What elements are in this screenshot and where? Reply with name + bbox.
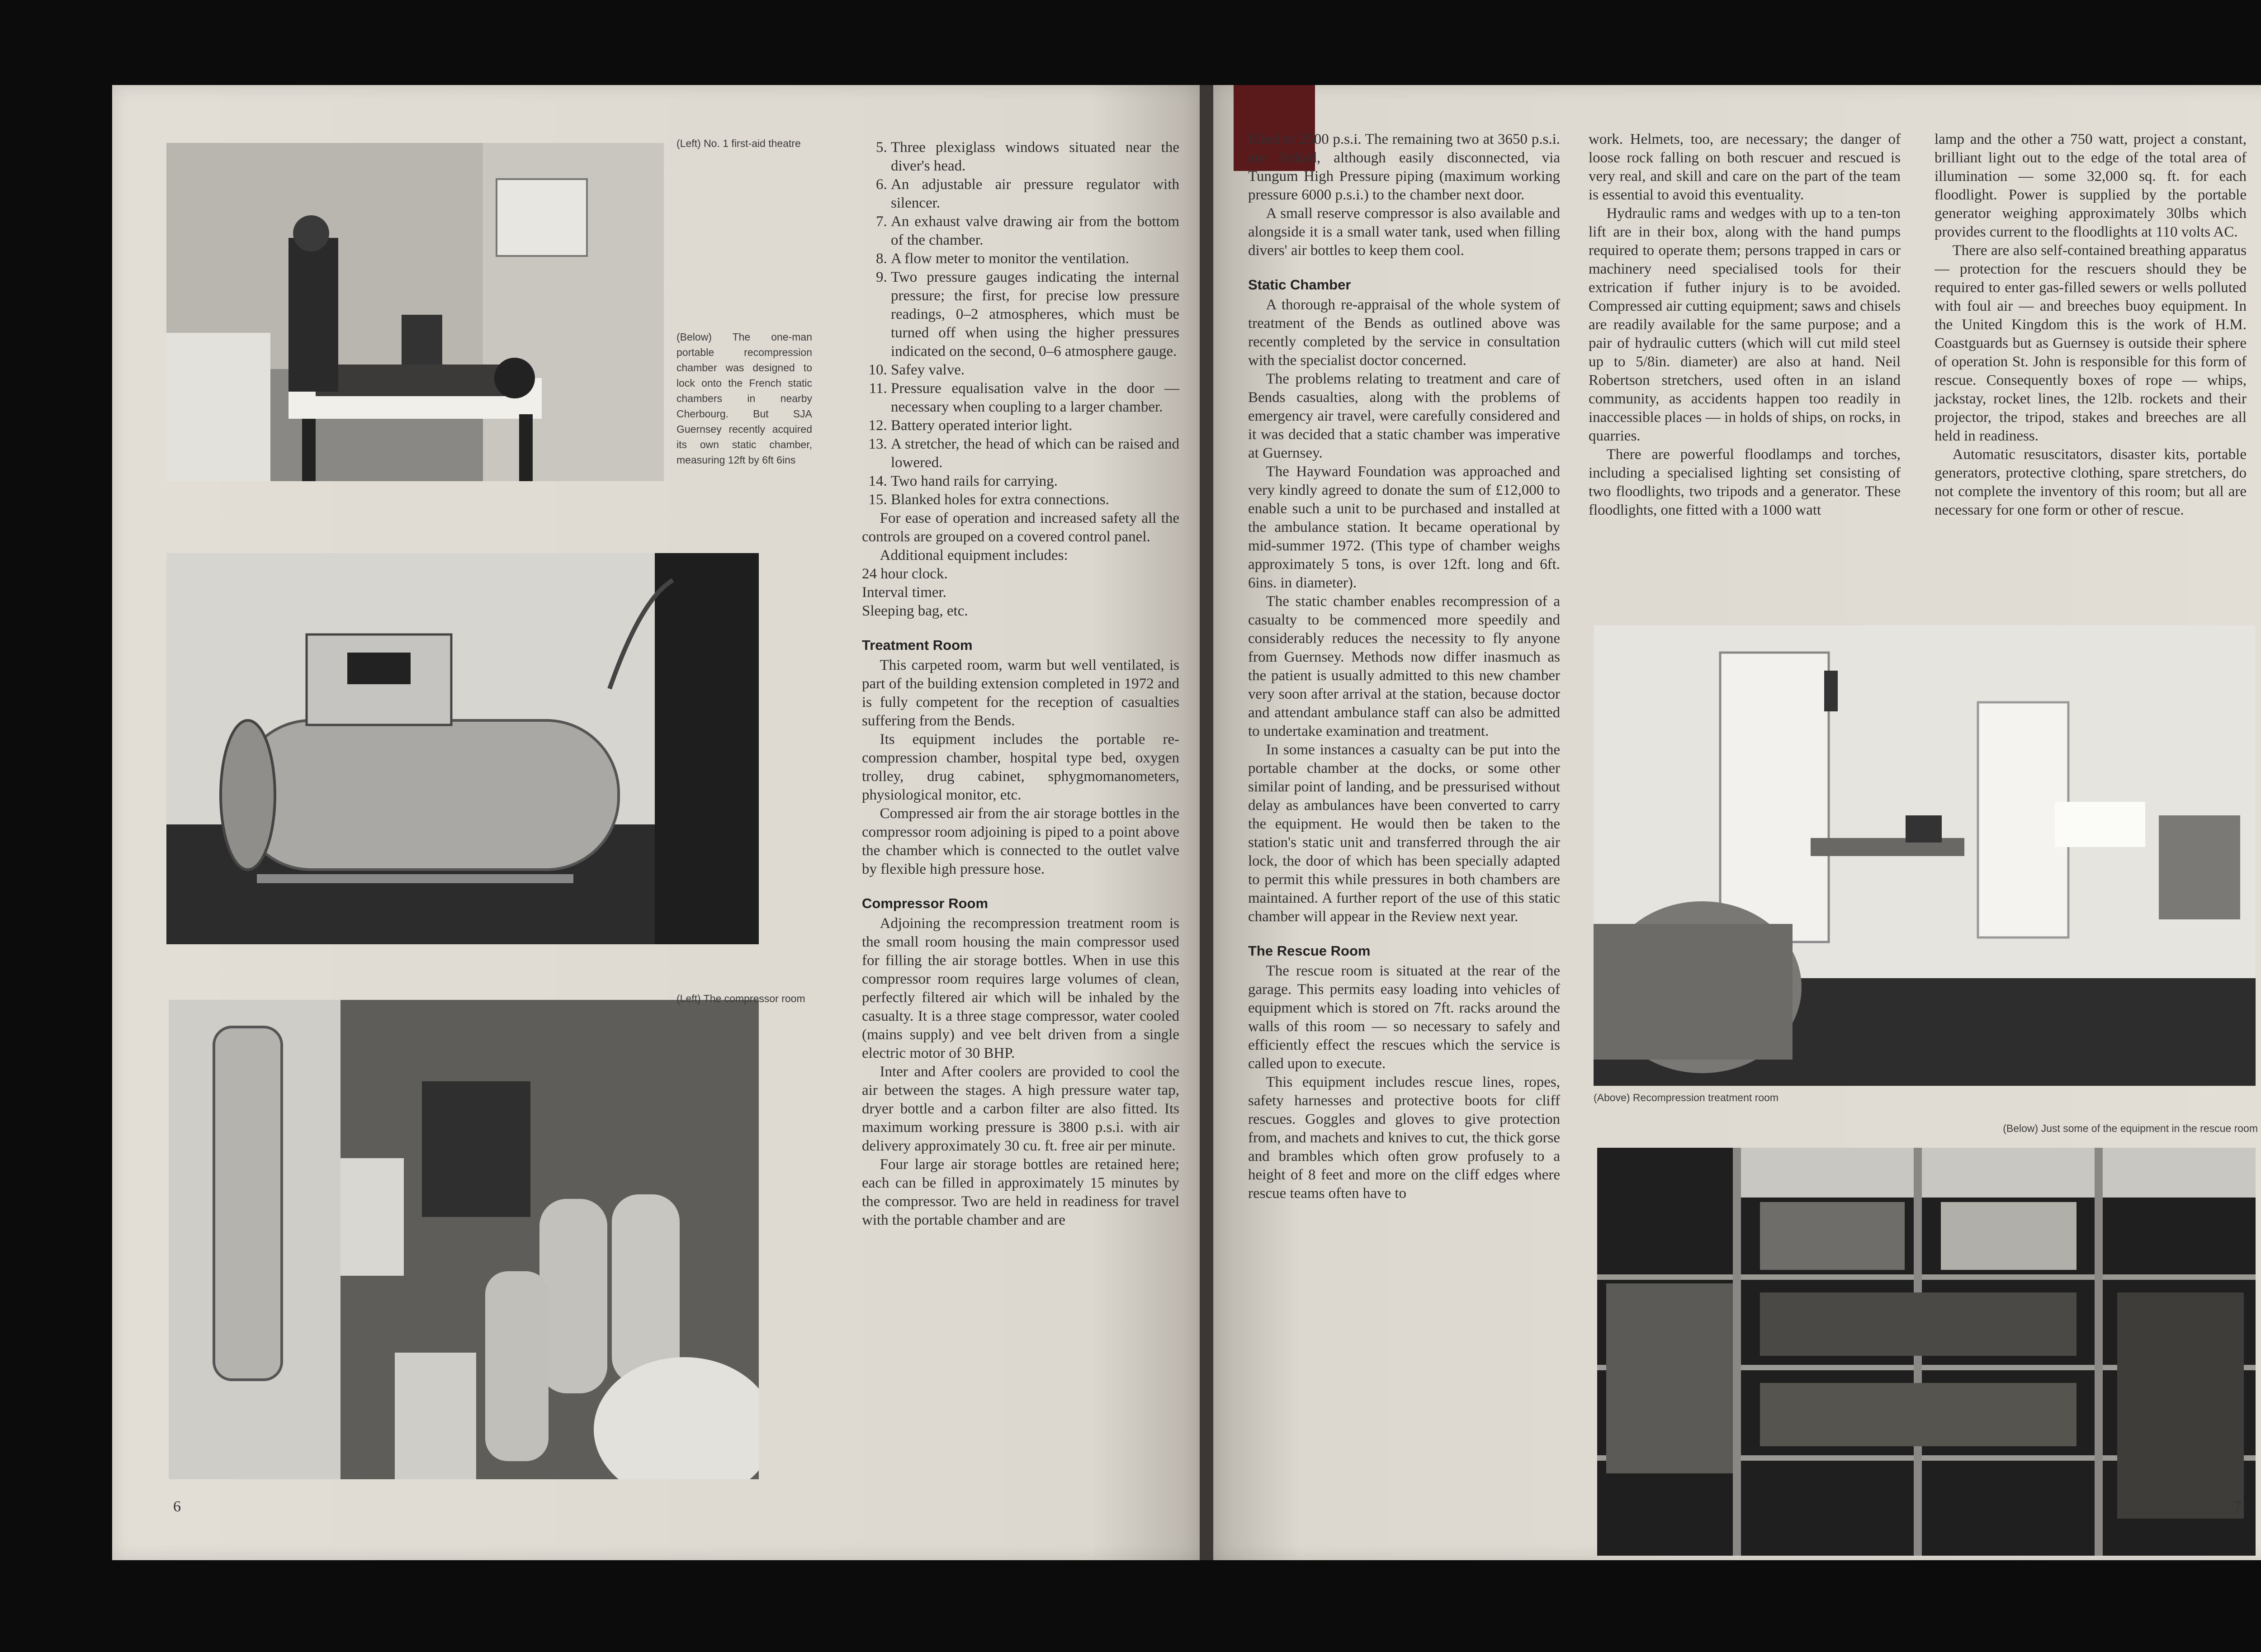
- paragraph: This carpeted room, warm but well ventilated, is part of the building extension completed in 1972 and is fully competent for the reception of casualties suffering from the Bends.: [862, 657, 1179, 729]
- paragraph: A thorough re-appraisal of the whole system of treatment of the Bends as outlined above was recently completed by the service in consultation with the specialist doctor concerned.: [1248, 297, 1560, 369]
- list-item: 12. Battery operated interior light.: [891, 417, 1179, 435]
- paragraph: Compressed air from the air storage bottles in the compressor room adjoining is piped to a point above the chamber which is connected to the outlet valve by flexible high pressure hose.: [862, 805, 1179, 877]
- heading-rescue-room: The Rescue Room: [1248, 943, 1371, 959]
- list-item: 6. An adjustable air pressure regulator with silencer.: [891, 175, 1179, 213]
- list-item: 8. A flow meter to monitor the ventilation.: [891, 250, 1179, 268]
- magazine-spread: [112, 85, 2261, 1560]
- compressor-room-photo: [169, 1000, 759, 1479]
- text-column-b: [1248, 130, 1560, 1203]
- page-gutter: [1200, 85, 1213, 1560]
- paragraph: For ease of operation and increased safety all the controls are grouped on a covered control panel.: [862, 510, 1179, 545]
- paragraph: filled to 2500 p.s.i. The remaining two at 3650 p.s.i. are linked, although easily disconnected, via Tungum High Pressure piping (maximum working pressure 6000 p.s.i.) to the chamber next door.: [1248, 131, 1560, 203]
- paragraph: Automatic resuscitators, disaster kits, portable generators, protective clothing, spare stretchers, do not complete the inventory of this room; but all are necessary for one form or other of rescue.: [1935, 446, 2247, 518]
- list-item: 13. A stretcher, the head of which can be raised and lowered.: [891, 435, 1179, 472]
- paragraph: Adjoining the recompression treatment room is the small room housing the main compressor used for filling the air storage bottles. When in use this compressor room requires large volumes of clean, perfectly filtered air which will be inhaled by the casualty. It is a three stage compressor, water cooled (mains supply) and vee belt driven from a single electric motor of 30 BHP.: [862, 915, 1179, 1061]
- paragraph: Sleeping bag, etc.: [862, 603, 968, 619]
- text-column-d: [1935, 130, 2247, 520]
- page-number-left: 6: [173, 1498, 181, 1515]
- paragraph: Hydraulic rams and wedges with up to a ten-ton lift are in their box, along with the hand pumps required to operate them; persons trapped in cars or machinery need specialised tools for their extrication if futher injury is to be avoided. Compressed air cutting equipment; saws and chisels are readily available for the same purpose; and a pair of hydraulic cutters (which will cut mild steel up to 5/8in. diameter) are also at hand. Neil Robertson stretchers, used often in an island community, as accidents happen too readily in inaccessible places — in holds of ships, on rocks, in quarries.: [1589, 205, 1901, 444]
- list-item: 10. Safey valve.: [891, 361, 1179, 379]
- list-item: 11. Pressure equalisation valve in the door — necessary when coupling to a larger chamber.: [891, 379, 1179, 417]
- paragraph: In some instances a casualty can be put into the portable chamber at the docks, or some other similar point of landing, and be pressurised without delay as ambulances have been converted to carry the equipment. He would then be taken to the station's static unit and transferred through the air lock, the door of which has been specially adapted to permit this while pressures in both chambers are maintained. A further report of the use of this static chamber will appear in the Review next year.: [1248, 742, 1560, 925]
- portable-chamber-photo: [166, 553, 759, 944]
- list-item: 15. Blanked holes for extra connections.: [891, 491, 1179, 509]
- paragraph: There are also self-contained breathing apparatus — protection for the rescuers should they be required to enter gas-filled sewers or wells polluted with foul air — and breeches buoy equipment. In the United Kingdom this is the work of H.M. Coastguards but as Guernsey is outside their sphere of operation St. John is responsible for this form of rescue. Consequently boxes of rope — whips, jackstay, rocket lines, the 12lb. rockets and their projector, the tripod, stakes and breeches are all held in readiness.: [1935, 242, 2247, 444]
- equipment-list: [862, 138, 1179, 509]
- list-item: 5. Three plexiglass windows situated near the diver's head.: [891, 138, 1179, 175]
- paragraph: There are powerful floodlamps and torches, including a specialised lighting set consisting of two floodlights, two tripods and a generator. These floodlights, one fitted with a 1000 watt: [1589, 446, 1901, 518]
- paragraph: The Hayward Foundation was approached and very kindly agreed to donate the sum of £12,000 to enable such a unit to be purchased and installed at the ambulance station. It became operational by mid-summer 1972. (This type of chamber weighs approximately 5 tons, is over 12ft. long and 6ft. 6ins. in diameter).: [1248, 464, 1560, 591]
- caption-first-aid: (Left) No. 1 first-aid theatre: [676, 137, 801, 149]
- caption-rescue-room: (Below) Just some of the equipment in the rescue room: [2003, 1122, 2258, 1134]
- caption-treatment-room: (Above) Recompression treatment room: [1594, 1092, 1779, 1103]
- heading-treatment-room: Treatment Room: [862, 637, 973, 653]
- paragraph: The problems relating to treatment and care of Bends casualties, along with the problems of emergency air travel, were carefully considered and it was decided that a static chamber was imperative at Guernsey.: [1248, 371, 1560, 461]
- paragraph: lamp and the other a 750 watt, project a constant, brilliant light out to the edge of the total area of illumination — some 32,000 sq. ft. for each floodlight. Power is supplied by the portable generator weighing approximately 30lbs which provides current to the floodlights at 110 volts AC.: [1935, 131, 2247, 240]
- paragraph: The static chamber enables recompression of a casualty to be commenced more speedily and considerably reduces the necessity to fly anyone from Guernsey. Methods now differ inasmuch as the patient is usually admitted to this new chamber very soon after arrival at the station, because doctor and attendant ambulance staff can also be admitted to undertake examination and treatment.: [1248, 593, 1560, 739]
- list-item: 7. An exhaust valve drawing air from the bottom of the chamber.: [891, 213, 1179, 250]
- text-column-a: [862, 138, 1179, 1230]
- rescue-room-photo: [1597, 1148, 2256, 1556]
- paragraph: Inter and After coolers are provided to cool the air between the stages. A high pressure water tap, dryer bottle and a carbon filter are also fitted. Its maximum working pressure is 3800 p.s.i. with air delivery approximately 30 cu. ft. free air per minute.: [862, 1064, 1179, 1154]
- text-column-c: [1589, 130, 1901, 520]
- paragraph: 24 hour clock.: [862, 566, 948, 582]
- treatment-room-photo: [1594, 625, 2256, 1086]
- list-item: 14. Two hand rails for carrying.: [891, 472, 1179, 491]
- list-item: 9. Two pressure gauges indicating the internal pressure; the first, for precise low pressure readings, 0–2 atmospheres, which must be turned off when using the higher pressures indicated on the second, 0–6 atmosphere gauge.: [891, 268, 1179, 361]
- paragraph: A small reserve compressor is also available and alongside it is a small water tank, used when filling divers' air bottles to keep them cool.: [1248, 205, 1560, 259]
- paragraph: Interval timer.: [862, 584, 946, 601]
- paragraph: Its equipment includes the portable re-compression chamber, hospital type bed, oxygen trolley, drug cabinet, sphygmomanometers, physiological monitor, etc.: [862, 731, 1179, 803]
- page-number-right: 7: [2234, 1498, 2242, 1515]
- paragraph: Additional equipment includes:: [880, 547, 1068, 563]
- first-aid-theatre-photo: [166, 143, 664, 481]
- paragraph: The rescue room is situated at the rear of the garage. This permits easy loading into vehicles of equipment which is stored on 7ft. racks around the walls of this room — so necessary to safely and efficiently effect the rescues which the service is called upon to execute.: [1248, 963, 1560, 1072]
- paragraph: This equipment includes rescue lines, ropes, safety harnesses and protective boots for cliff rescues. Goggles and gloves to give protection from, and machets and knives to cut, the thick gorse and brambles which often grow profusely to a height of 8 feet and more on the cliff edges where rescue teams often have to: [1248, 1074, 1560, 1202]
- caption-chamber: (Below) The one-man portable recompression chamber was designed to lock onto the French static chambers in nearby Cherbourg. But SJA Guernsey recently acquired its own static chamber, measuring 12ft by 6ft 6ins: [676, 331, 812, 466]
- heading-compressor-room: Compressor Room: [862, 895, 989, 911]
- paragraph: work. Helmets, too, are necessary; the danger of loose rock falling on both rescuer and rescued is very real, and skill and care on the part of the team is essential to avoid this eventuality.: [1589, 131, 1901, 203]
- heading-static-chamber: Static Chamber: [1248, 277, 1351, 293]
- paragraph: Four large air storage bottles are retained here; each can be filled in approximately 15 minutes by the compressor. Two are held in readiness for travel with the portable chamber and are: [862, 1156, 1179, 1228]
- caption-compressor: (Left) The compressor room: [676, 993, 805, 1004]
